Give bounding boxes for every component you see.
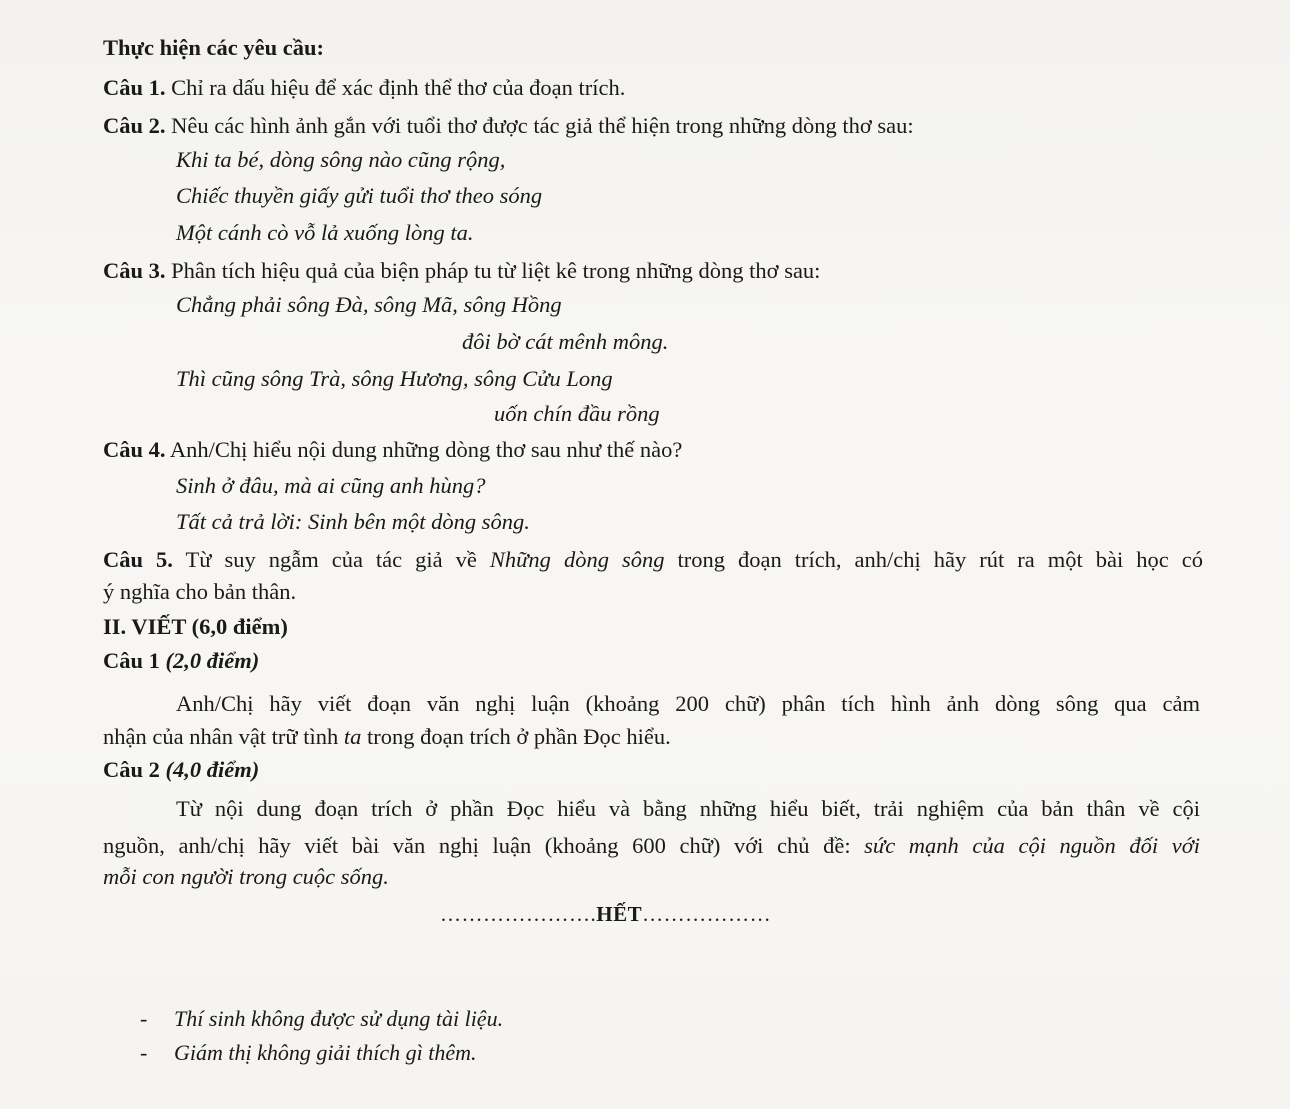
- footer-note-text: Giám thị không giải thích gì thêm.: [174, 1040, 477, 1065]
- writing-question-1-line1: Anh/Chị hãy viết đoạn văn nghị luận (khoảng 200 chữ) phân tích hình ảnh dòng sông qua cảm: [176, 691, 1200, 716]
- writing-question-2-italic: sức mạnh của cội nguồn đối với: [864, 833, 1200, 858]
- question-2-label: Câu 2.: [103, 113, 166, 138]
- question-5: [103, 546, 1203, 574]
- question-2-text: Nêu các hình ảnh gắn với tuổi thơ được tác giả thể hiện trong những dòng thơ sau:: [165, 113, 914, 138]
- part-2-heading: II. VIẾT (6,0 điểm): [103, 614, 288, 639]
- section-intro: Thực hiện các yêu cầu:: [103, 35, 324, 60]
- poem-line: Chiếc thuyền giấy gửi tuổi thơ theo sóng: [176, 183, 543, 208]
- end-mark-dots-right: ………………: [642, 902, 772, 926]
- question-4: [103, 436, 682, 464]
- question-1: [103, 74, 625, 102]
- writing-question-2-line2: [103, 832, 1200, 860]
- question-4-text: Anh/Chị hiểu nội dung những dòng thơ sau như thế nào?: [165, 437, 683, 462]
- poem-line: Sinh ở đâu, mà ai cũng anh hùng?: [176, 473, 486, 498]
- question-5-italic: Những dòng sông: [489, 547, 665, 572]
- writing-question-2-label: Câu 2: [103, 757, 160, 782]
- footer-note: [140, 1005, 503, 1033]
- poem-line: Khi ta bé, dòng sông nào cũng rộng,: [176, 147, 506, 172]
- writing-question-1-text-after: trong đoạn trích ở phần Đọc hiểu.: [361, 724, 671, 749]
- question-5-label: Câu 5.: [103, 547, 173, 572]
- writing-question-2-line1: Từ nội dung đoạn trích ở phần Đọc hiểu và bằng những hiểu biết, trải nghiệm của bản thân về cội: [176, 796, 1200, 821]
- question-3-text: Phân tích hiệu quả của biện pháp tu từ liệt kê trong những dòng thơ sau:: [165, 258, 821, 283]
- footer-note-text: Thí sinh không được sử dụng tài liệu.: [174, 1006, 504, 1031]
- poem-line: đôi bờ cát mênh mông.: [462, 329, 669, 354]
- poem-line: uốn chín đầu rồng: [494, 401, 660, 426]
- writing-question-2: [103, 756, 259, 784]
- poem-line: Chẳng phải sông Đà, sông Mã, sông Hồng: [176, 292, 562, 317]
- footer-dash: -: [140, 1040, 148, 1065]
- question-5-line2: ý nghĩa cho bản thân.: [103, 579, 297, 604]
- writing-question-2-points: (4,0 điểm): [159, 757, 260, 782]
- writing-question-2-line3: mỗi con người trong cuộc sống.: [103, 864, 389, 889]
- poem-line: Một cánh cò vỗ lả xuống lòng ta.: [176, 220, 474, 245]
- end-mark-dots-left: ………………….: [440, 902, 597, 926]
- poem-line: Thì cũng sông Trà, sông Hương, sông Cửu Long: [176, 366, 613, 391]
- writing-question-1-label: Câu 1: [103, 648, 160, 673]
- question-3: [103, 257, 820, 285]
- writing-question-1-italic: ta: [343, 724, 362, 749]
- question-5-text-after: trong đoạn trích, anh/chị hãy rút ra một bài học có: [664, 547, 1203, 572]
- poem-line: Tất cả trả lời: Sinh bên một dòng sông.: [176, 509, 530, 534]
- question-3-label: Câu 3.: [103, 258, 166, 283]
- writing-question-1-line2: [103, 723, 671, 751]
- question-2: [103, 112, 914, 140]
- writing-question-2-text: nguồn, anh/chị hãy viết bài văn nghị luận (khoảng 600 chữ) với chủ đề:: [103, 833, 865, 858]
- question-1-text: Chỉ ra dấu hiệu để xác định thể thơ của đoạn trích.: [165, 75, 626, 100]
- end-mark: [440, 900, 771, 928]
- footer-dash: -: [140, 1006, 148, 1031]
- question-1-label: Câu 1.: [103, 75, 166, 100]
- footer-note: [140, 1039, 476, 1067]
- question-5-text: Từ suy ngẫm của tác giả về: [172, 547, 490, 572]
- writing-question-1-text: nhận của nhân vật trữ tình: [103, 724, 344, 749]
- writing-question-1: [103, 647, 259, 675]
- end-mark-text: HẾT: [596, 902, 643, 926]
- writing-question-1-points: (2,0 điểm): [159, 648, 260, 673]
- question-4-label: Câu 4.: [103, 437, 166, 462]
